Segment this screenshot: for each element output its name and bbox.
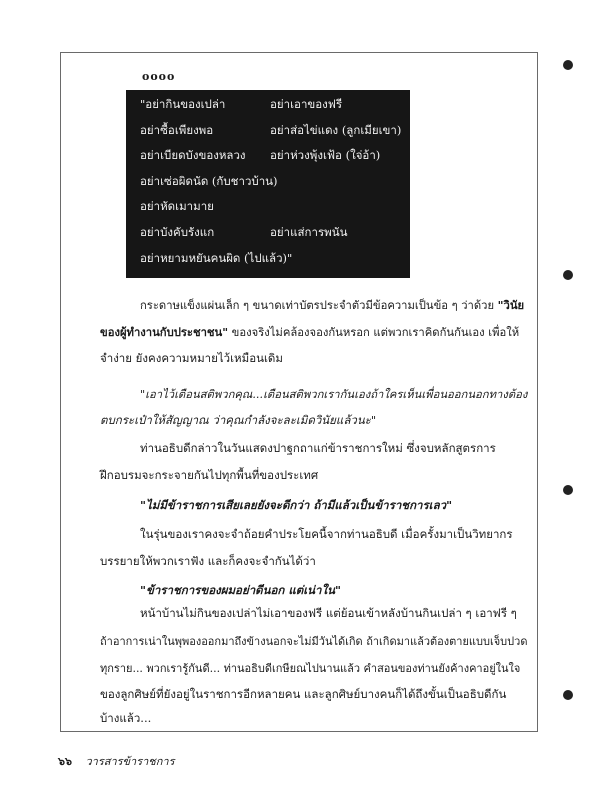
rule-row (140, 122, 410, 148)
quote-text: ตบกระเป๋าให้สัญญาณ ว่าคุณกำลังจะละเมิดวินัยแล้วนะ" (100, 413, 377, 427)
ornament: oooo (142, 70, 176, 83)
body-text: ท่านอธิบดีกล่าวในวันแสดงปาฐกถาแก่ข้าราชการใหม่ ซึ่งจบหลักสูตรการ (140, 441, 496, 455)
rule-item: อย่าแส่การพนัน (270, 224, 348, 239)
rule-item: อย่าหยามหยันคนผิด (ไปแล้ว)" (140, 250, 293, 265)
body-text: ของลูกศิษย์ที่ยังอยู่ในราชการอีกหลายคน และลูกศิษย์บางคนก็ได้ถึงขั้นเป็นอธิบดีกัน (100, 687, 507, 701)
binder-hole (563, 690, 573, 700)
body-text: ฝึกอบรมจะกระจายกันไปทุกพื้นที่ของประเทศ (100, 468, 319, 482)
rule-row (140, 198, 410, 224)
rule-item: อย่าหัดเมามาย (140, 199, 214, 214)
rule-item: อย่าซื้อเพียงพอ (140, 122, 214, 137)
quote-text: "ข้าราชการของผมอย่าดีนอก แต่เน่าใน" (140, 583, 341, 597)
rule-item: อย่าห่วงพุ้งเฟ้อ (ใจ่อ้า) (270, 148, 381, 163)
rule-item: อย่าส่อไข่แดง (ลูกเมียเขา) (270, 122, 402, 137)
body-text: ทุกราย... พวกเรารู้กันดี... ท่านอธิบดีเกษียณไปนานแล้ว คำสอนของท่านยังค้างคาอยู่ในใจ (100, 662, 521, 675)
rule-item: อย่าเอาของฟรี (270, 97, 343, 111)
binder-hole (563, 60, 573, 70)
page-number: ๖๖ (58, 755, 72, 768)
body-text: บรรยายให้พวกเราฟัง และก็คงจะจำกันได้ว่า (100, 554, 316, 568)
rule-item: "อย่ากินของเปล่า (140, 97, 226, 111)
body-text: ในรุ่นของเราคงจะจำถ้อยคำประโยคนี้จากท่านอธิบดี เมื่อครั้งมาเป็นวิทยากร (140, 527, 513, 541)
paragraph-line (100, 323, 519, 341)
paragraph-line (140, 296, 524, 314)
rules-card (126, 90, 410, 278)
emphasis-text: ของผู้ทำงานกับประชาชน" (100, 325, 229, 339)
emphasis-text: "วินัย (497, 298, 525, 312)
body-text: บ้างแล้ว... (100, 711, 152, 725)
body-text: ของจริงไม่คล้องจองกันหรอก แต่พวกเราคิดกันกันเอง เพื่อให้ (231, 326, 520, 339)
rule-row (140, 147, 410, 173)
rule-row (140, 224, 410, 250)
body-text: หน้าบ้านไม่กินของเปล่าไม่เอาของฟรี แต่ย้อนเข้าหลังบ้านกินเปล่า ๆ เอาฟรี ๆ (140, 606, 517, 620)
rule-row (140, 96, 410, 122)
publication-title: วารสารข้าราชการ (85, 755, 175, 768)
rule-item: อย่าเบียดบังของหลวง (140, 148, 246, 163)
page-footer (58, 752, 175, 770)
quote-text: "เอาไว้เตือนสติพวกคุณ...เตือนสติพวกเรากันเองถ้าใครเห็นเพื่อนออกนอกทางต้อง (140, 388, 528, 401)
rule-row (140, 250, 410, 276)
quote-text: "ไม่มีข้าราชการเสียเลยยังจะดีกว่า ถ้ามีแล้วเป็นข้าราชการเลว" (140, 498, 453, 512)
binder-hole (563, 485, 573, 495)
rule-item: อย่าบังคับรังแก (140, 224, 215, 239)
rule-row (140, 173, 410, 199)
body-text: กระดาษแข็งแผ่นเล็ก ๆ ขนาดเท่าบัตรประจำตัวมีข้อความเป็นข้อ ๆ ว่าด้วย (140, 299, 495, 312)
rule-item: อย่าเซ่อผิดนัด (กับชาวบ้าน) (140, 173, 278, 188)
body-text: จำง่าย ยังคงความหมายไว้เหมือนเดิม (100, 351, 283, 365)
body-text: ถ้าอาการเน่าในพุพองออกมาถึงข้างนอกจะไม่มีวันได้เกิด ถ้าเกิดมาแล้วต้องตายแบบเจ็บปวด (100, 635, 528, 648)
binder-hole (563, 270, 573, 280)
